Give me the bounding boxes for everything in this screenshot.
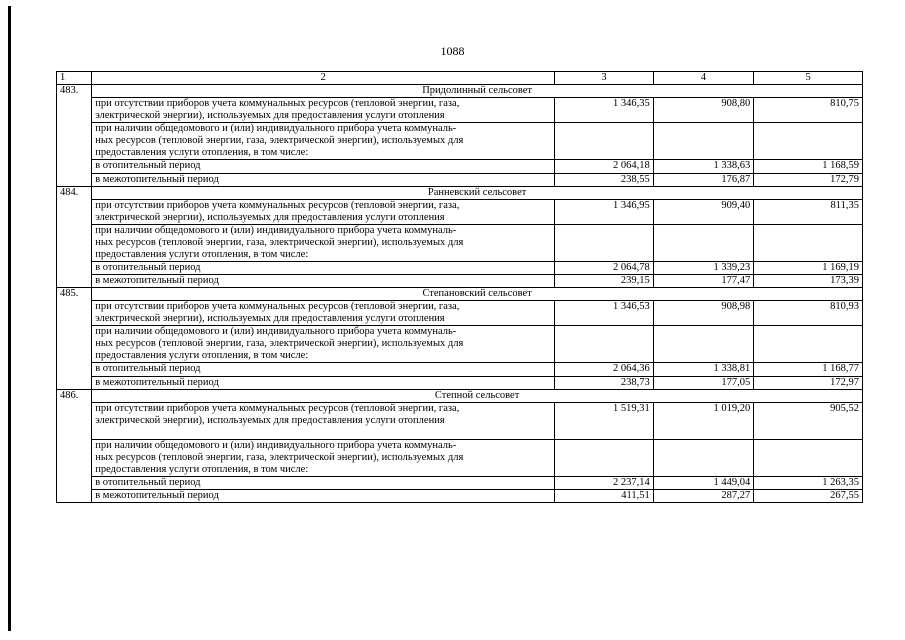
value-col-3: 1 346,35 <box>555 98 653 123</box>
value-col-4: 1 338,81 <box>653 363 753 376</box>
description-line: в отопительный период <box>95 261 201 273</box>
value-col-4 <box>653 326 753 363</box>
value-col-4: 909,40 <box>653 199 753 224</box>
table-row <box>57 261 863 274</box>
value-col-4: 908,80 <box>653 98 753 123</box>
tariff-table <box>56 71 863 503</box>
value-col-4: 287,27 <box>653 490 753 503</box>
section-number: 484. <box>57 186 92 288</box>
value-col-3 <box>555 439 653 476</box>
row-description <box>92 275 555 288</box>
section-name: Степной сельсовет <box>92 389 863 402</box>
value-col-4 <box>653 439 753 476</box>
description-line: электрической энергии), используемых для предоставления услуги отопления <box>95 313 445 325</box>
value-col-3 <box>555 123 653 160</box>
table-row <box>57 160 863 173</box>
table-row <box>57 275 863 288</box>
header-col-2: 2 <box>92 72 555 85</box>
value-col-5: 1 168,77 <box>754 363 863 376</box>
section-row <box>57 85 863 98</box>
table-row <box>57 490 863 503</box>
value-col-3 <box>555 326 653 363</box>
value-col-5: 905,52 <box>754 402 863 439</box>
description-line: в межотопительный период <box>95 275 219 286</box>
value-col-5: 1 168,59 <box>754 160 863 173</box>
value-col-4: 1 339,23 <box>653 261 753 274</box>
section-row <box>57 389 863 402</box>
value-col-4: 1 019,20 <box>653 402 753 439</box>
row-description <box>92 123 555 160</box>
row-description <box>92 363 555 376</box>
table-row <box>57 402 863 439</box>
value-col-3: 238,73 <box>555 376 653 389</box>
description-line: при наличии общедомового и (или) индивидуального прибора учета коммуналь- <box>95 123 457 135</box>
value-col-5: 173,39 <box>754 275 863 288</box>
section-name: Ранневский сельсовет <box>92 186 863 199</box>
description-line: ных ресурсов (тепловой энергии, газа, электрической энергии), используемых для <box>95 451 464 463</box>
value-col-5 <box>754 439 863 476</box>
description-line: при отсутствии приборов учета коммунальных ресурсов (тепловой энергии, газа, <box>95 98 460 110</box>
value-col-5: 172,79 <box>754 173 863 186</box>
row-description <box>92 199 555 224</box>
description-line: электрической энергии), используемых для предоставления услуги отопления <box>95 211 445 223</box>
section-number: 483. <box>57 85 92 187</box>
value-col-3: 411,51 <box>555 490 653 503</box>
row-description <box>92 173 555 186</box>
description-line: предоставления услуги отопления, в том числе: <box>95 350 309 362</box>
value-col-3: 1 346,95 <box>555 199 653 224</box>
row-description <box>92 301 555 326</box>
description-line: ных ресурсов (тепловой энергии, газа, электрической энергии), используемых для <box>95 135 464 147</box>
table-row <box>57 173 863 186</box>
section-number: 486. <box>57 389 92 503</box>
value-col-5: 1 263,35 <box>754 476 863 489</box>
section-row <box>57 288 863 301</box>
table-row <box>57 476 863 489</box>
value-col-5 <box>754 123 863 160</box>
value-col-4: 176,87 <box>653 173 753 186</box>
value-col-4 <box>653 224 753 261</box>
section-number: 485. <box>57 288 92 390</box>
description-line: в межотопительный период <box>95 376 219 388</box>
value-col-4 <box>653 123 753 160</box>
value-col-5 <box>754 224 863 261</box>
description-line: при наличии общедомового и (или) индивидуального прибора учета коммуналь- <box>95 326 457 338</box>
value-col-5: 810,93 <box>754 301 863 326</box>
value-col-4: 177,05 <box>653 376 753 389</box>
row-description <box>92 476 555 489</box>
description-line: в отопительный период <box>95 363 201 375</box>
value-col-5: 1 169,19 <box>754 261 863 274</box>
table-row <box>57 363 863 376</box>
value-col-3: 2 237,14 <box>555 476 653 489</box>
table-row <box>57 199 863 224</box>
page-number: 1088 <box>440 44 465 58</box>
description-line: ных ресурсов (тепловой энергии, газа, электрической энергии), используемых для <box>95 338 464 350</box>
description-line: при отсутствии приборов учета коммунальных ресурсов (тепловой энергии, газа, <box>95 301 460 313</box>
description-line <box>95 427 551 439</box>
table-row <box>57 376 863 389</box>
header-col-3: 3 <box>555 72 653 85</box>
header-col-5: 5 <box>754 72 863 85</box>
header-col-4: 4 <box>653 72 753 85</box>
row-description <box>92 490 555 503</box>
value-col-3: 239,15 <box>555 275 653 288</box>
value-col-3: 1 346,53 <box>555 301 653 326</box>
header-col-1: 1 <box>57 72 92 85</box>
table-header-row <box>57 72 863 85</box>
value-col-3: 2 064,78 <box>555 261 653 274</box>
value-col-3: 2 064,18 <box>555 160 653 173</box>
description-line: при отсутствии приборов учета коммунальных ресурсов (тепловой энергии, газа, <box>95 199 460 211</box>
description-line: предоставления услуги отопления, в том числе: <box>95 463 309 475</box>
section-row <box>57 186 863 199</box>
description-line: электрической энергии), используемых для предоставления услуги отопления <box>95 414 445 426</box>
value-col-4: 1 449,04 <box>653 476 753 489</box>
value-col-3: 1 519,31 <box>555 402 653 439</box>
description-line: предоставления услуги отопления, в том числе: <box>95 147 309 159</box>
value-col-5 <box>754 326 863 363</box>
table-row <box>57 98 863 123</box>
table-row <box>57 326 863 363</box>
section-name: Придолинный сельсовет <box>92 85 863 98</box>
description-line: в межотопительный период <box>95 173 219 185</box>
row-description <box>92 160 555 173</box>
value-col-4: 177,47 <box>653 275 753 288</box>
table-row <box>57 224 863 261</box>
row-description <box>92 224 555 261</box>
value-col-5: 811,35 <box>754 199 863 224</box>
value-col-4: 908,98 <box>653 301 753 326</box>
row-description <box>92 402 555 439</box>
description-line: ных ресурсов (тепловой энергии, газа, электрической энергии), используемых для <box>95 236 464 248</box>
table-row <box>57 123 863 160</box>
row-description <box>92 439 555 476</box>
value-col-3 <box>555 224 653 261</box>
row-description <box>92 376 555 389</box>
value-col-4: 1 338,63 <box>653 160 753 173</box>
description-line: в межотопительный период <box>95 490 219 501</box>
table-row <box>57 439 863 476</box>
description-line: в отопительный период <box>95 476 201 488</box>
row-description <box>92 326 555 363</box>
description-line: при наличии общедомового и (или) индивидуального прибора учета коммуналь- <box>95 439 457 451</box>
row-description <box>92 98 555 123</box>
value-col-5: 267,55 <box>754 490 863 503</box>
value-col-5: 810,75 <box>754 98 863 123</box>
scan-edge-bar <box>8 6 11 631</box>
table-row <box>57 301 863 326</box>
description-line: при отсутствии приборов учета коммунальных ресурсов (тепловой энергии, газа, <box>95 402 460 414</box>
description-line: электрической энергии), используемых для предоставления услуги отопления <box>95 110 445 122</box>
row-description <box>92 261 555 274</box>
value-col-5: 172,97 <box>754 376 863 389</box>
section-name: Степановский сельсовет <box>92 288 863 301</box>
description-line: в отопительный период <box>95 160 201 172</box>
description-line: при наличии общедомового и (или) индивидуального прибора учета коммуналь- <box>95 224 457 236</box>
value-col-3: 238,55 <box>555 173 653 186</box>
table-body <box>57 85 863 503</box>
value-col-3: 2 064,36 <box>555 363 653 376</box>
description-line: предоставления услуги отопления, в том числе: <box>95 248 309 260</box>
